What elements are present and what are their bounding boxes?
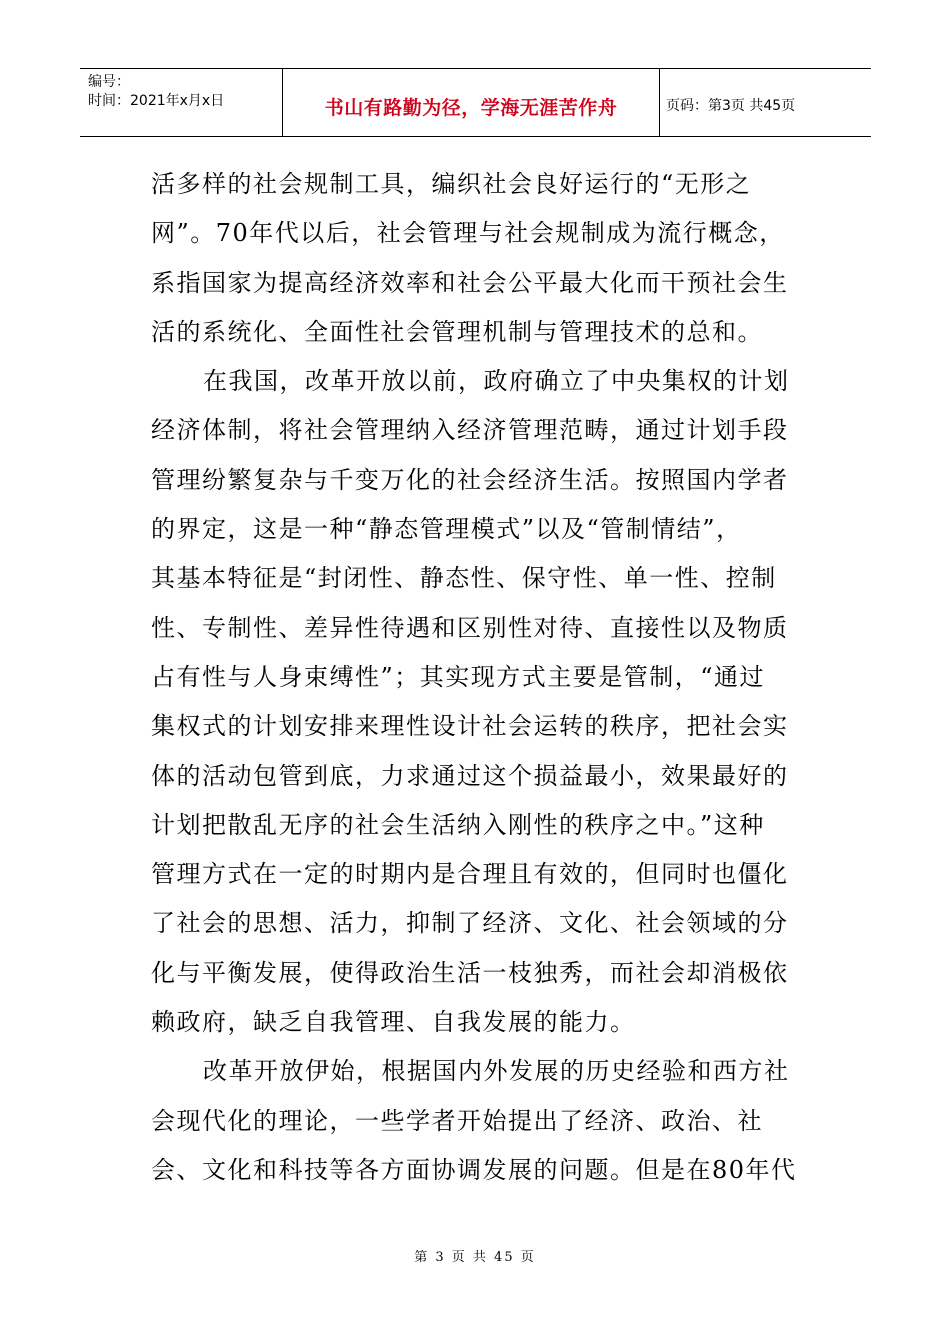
motto-text: 书山有路勤为径，学海无涯苦作舟 xyxy=(324,97,618,119)
paragraph-first-line: 改革开放伊始，根据国内外发展的历史经验和西方社 xyxy=(203,1057,790,1086)
document-body xyxy=(151,160,801,1195)
body-line: 其基本特征是“封闭性、静态性、保守性、单一性、控制 xyxy=(151,564,777,593)
document-time-label: 时间：2021年x月x日 xyxy=(88,93,225,109)
body-line: 活的系统化、全面性社会管理机制与管理技术的总和。 xyxy=(151,317,763,346)
body-line: 系指国家为提高经济效率和社会公平最大化而干预社会生 xyxy=(151,268,789,297)
header-motto-cell xyxy=(283,69,660,136)
body-line: 经济体制，将社会管理纳入经济管理范畴，通过计划手段 xyxy=(151,416,789,445)
header-meta-cell xyxy=(80,69,283,136)
body-line: 的界定，这是一种“静态管理模式”以及“管制情结”， xyxy=(151,515,742,544)
paragraph-first-line: 在我国，改革开放以前，政府确立了中央集权的计划 xyxy=(203,367,790,396)
body-line: 性、专制性、差异性待遇和区别性对待、直接性以及物质 xyxy=(151,613,789,642)
body-line: 会现代化的理论，一些学者开始提出了经济、政治、社 xyxy=(151,1106,763,1135)
body-line: 会、文化和科技等各方面协调发展的问题。但是在80年代 xyxy=(151,1155,797,1184)
body-line: 管理方式在一定的时期内是合理且有效的，但同时也僵化 xyxy=(151,860,789,889)
body-line: 了社会的思想、活力，抑制了经济、文化、社会领域的分 xyxy=(151,909,789,938)
page-footer: 第 3 页 共 45 页 xyxy=(414,1250,536,1265)
body-line: 化与平衡发展，使得政治生活一枝独秀，而社会却消极依 xyxy=(151,958,789,987)
body-line: 网”。70年代以后，社会管理与社会规制成为流行概念， xyxy=(151,219,785,248)
page-header xyxy=(80,68,871,137)
body-line: 活多样的社会规制工具，编织社会良好运行的“无形之 xyxy=(151,170,752,198)
body-line: 占有性与人身束缚性”；其实现方式主要是管制，“通过 xyxy=(151,662,766,691)
header-page-code: 页码：第3页 共45页 xyxy=(666,98,796,114)
body-line: 体的活动包管到底，力求通过这个损益最小，效果最好的 xyxy=(151,761,789,790)
body-line: 计划把散乱无序的社会生活纳入刚性的秩序之中。”这种 xyxy=(151,810,765,839)
header-page-cell xyxy=(660,69,871,136)
document-number-label: 编号： xyxy=(88,74,130,90)
body-line: 赖政府，缺乏自我管理、自我发展的能力。 xyxy=(151,1008,636,1037)
body-line: 管理纷繁复杂与千变万化的社会经济生活。按照国内学者 xyxy=(151,465,789,494)
body-line: 集权式的计划安排来理性设计社会运转的秩序，把社会实 xyxy=(151,712,789,741)
